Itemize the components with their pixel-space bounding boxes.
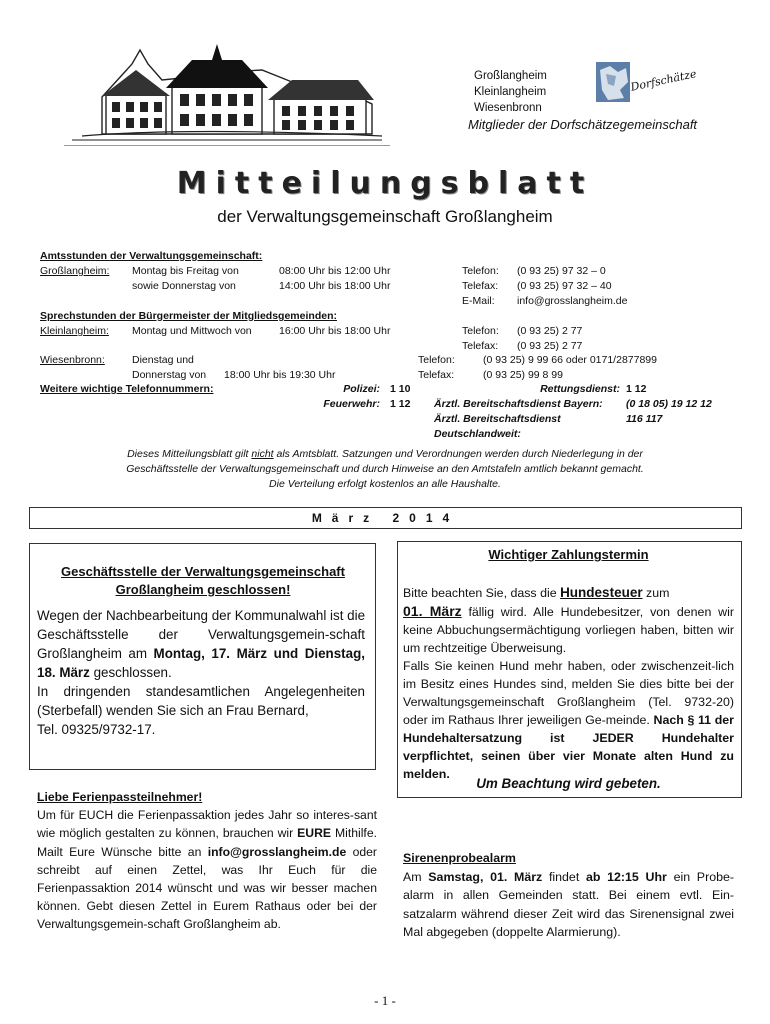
closed-phone: Tel. 09325/9732-17. — [37, 722, 156, 737]
siren-text: ein Probe-alarm in allen Gemeinden statt. Bei einem evtl. Ein-satzalarm während dieser Zeit wird das Sirenensignal zwei Mal abgegeben (doppelte Alarmierung). — [403, 869, 735, 939]
closed-dates: Montag, 17. März und Dienstag, 18. März — [37, 646, 365, 680]
doctor-germany-label-2: Deutschlandweit: — [434, 428, 521, 440]
office-time-1: 08:00 Uhr bis 12:00 Uhr — [279, 265, 391, 277]
ferienpass-section — [37, 788, 377, 934]
kleinlangheim-place: Kleinlangheim: — [40, 325, 109, 337]
notice-emphasis: nicht — [251, 448, 274, 460]
doctor-bavaria-number: (0 18 05) 19 12 12 — [626, 398, 712, 410]
rescue-label: Rettungsdienst: — [540, 383, 620, 395]
office-closed-title-line: Großlangheim geschlossen! — [115, 582, 291, 597]
phone-value: (0 93 25) 97 32 – 0 — [517, 265, 606, 277]
payment-text-part: Falls Sie keinen Hund mehr haben, oder zwischenzeit-lich im Besitz eines Hundes sind, melden Sie dies bitte bei der Verwaltungsgemeinschaft Großlangheim (Tel. 9732-20) oder im Rathaus Ihrer jeweiligen Ge-meinde. — [403, 659, 734, 727]
office-closed-title-line: Geschäftsstelle der Verwaltungsgemeinschaft — [61, 564, 345, 579]
dog-tax: Hundesteuer — [560, 585, 643, 600]
fax-label: Telefax: — [462, 280, 499, 292]
siren-heading: Sirenenprobealarm — [403, 851, 516, 865]
office-closed-text — [37, 606, 365, 739]
payment-text — [403, 584, 734, 783]
due-date: 01. März — [403, 603, 462, 619]
header-divider — [64, 145, 390, 146]
siren-time: ab 12:15 Uhr — [585, 869, 667, 884]
page-number: - 1 - — [374, 993, 396, 1008]
email-label: E-Mail: — [462, 295, 495, 307]
police-label: Polizei: — [343, 383, 380, 395]
police-number: 1 10 — [390, 383, 411, 395]
siren-text: Am — [403, 869, 429, 884]
rescue-number: 1 12 — [626, 383, 647, 395]
wiesenbronn-fax: (0 93 25) 99 8 99 — [483, 369, 563, 381]
village-illustration — [62, 42, 392, 144]
kleinlangheim-phone: (0 93 25) 2 77 — [517, 325, 583, 337]
wiesenbronn-fax-label: Telefax: — [418, 369, 455, 381]
office-place: Großlangheim: — [40, 265, 110, 277]
mayor-hours-heading: Sprechstunden der Bürgermeister der Mitgliedsgemeinden: — [40, 310, 337, 322]
wiesenbronn-phone: (0 93 25) 9 99 66 oder 0171/2877899 — [483, 354, 657, 366]
payment-text-part: Bitte beachten Sie, dass die — [403, 586, 561, 600]
payment-obligation: Nach § 11 der Hundehaltersatzung ist JEDER Hundehalter verpflichtet, seinen über vier Monate alten Hund zu melden. — [403, 713, 734, 781]
ferienpass-text: oder schreibt auf einen Zettel, was Ihr Euch für die Ferienpassaktion 2014 wünscht und was wir besser machen können. Gebt diesen Zettel in Eurem Rathaus oder bei der Verwaltungsgemein-schaft Großlangheim ab. — [37, 844, 377, 932]
header-town-list — [474, 68, 547, 116]
payment-text-part: zum — [642, 586, 670, 600]
office-days-1: Montag bis Freitag von — [132, 265, 239, 277]
office-hours-heading: Amtsstunden der Verwaltungsgemeinschaft: — [40, 250, 263, 262]
ferienpass-email[interactable]: info@grosslangheim.de — [207, 844, 347, 859]
town-name: Wiesenbronn — [474, 102, 542, 114]
payment-text-part: fällig wird. Alle Hundebesitzer, von denen wir keine Abbuchungsermächtigung vorliegen haben, bitten wir um rechtzeitige Überweisung. — [403, 605, 734, 655]
doctor-germany-label: Ärztl. Bereitschaftsdienst — [434, 413, 561, 425]
wiesenbronn-time: 18:00 Uhr bis 19:30 Uhr — [224, 369, 336, 381]
fire-label: Feuerwehr: — [323, 398, 380, 410]
logo-text: Dorfschätze — [629, 67, 698, 94]
page-title: Mitteilungsblatt — [176, 166, 594, 201]
office-closed-title — [40, 563, 366, 599]
kleinlangheim-days: Montag und Mittwoch von — [132, 325, 252, 337]
disclaimer-notice — [80, 447, 690, 492]
closed-contact: In dringenden standesamtlichen Angelegenheiten (Sterbefall) wenden Sie sich an Frau Bernard, — [37, 684, 365, 718]
payment-footer: Um Beachtung wird gebeten. — [476, 776, 661, 791]
notice-text: als Amtsblatt. Satzungen und Verordnungen werden durch Niederlegung in der — [273, 448, 643, 460]
ferienpass-heading: Liebe Ferienpassteilnehmer! — [37, 790, 203, 804]
fire-number: 1 12 — [390, 398, 411, 410]
kleinlangheim-fax-label: Telefax: — [462, 340, 499, 352]
office-time-2: 14:00 Uhr bis 18:00 Uhr — [279, 280, 391, 292]
page-subtitle: der Verwaltungsgemeinschaft Großlangheim — [217, 207, 553, 226]
fax-value: (0 93 25) 97 32 – 40 — [517, 280, 612, 292]
town-name: Kleinlangheim — [474, 86, 547, 98]
doctor-germany-number: 116 117 — [626, 413, 663, 425]
membership-line: Mitglieder der Dorfschätzegemeinschaft — [468, 117, 698, 132]
emergency-heading: Weitere wichtige Telefonnummern: — [40, 383, 214, 395]
kleinlangheim-phone-label: Telefon: — [462, 325, 499, 337]
notice-text: Geschäftsstelle der Verwaltungsgemeinschaft und durch Hinweise an den Amtstafeln amtlich bekannt gemacht. — [126, 463, 644, 475]
ferienpass-text: Um für EUCH die Ferienpassaktion jedes Jahr so interes-sant wie möglich gestalten zu können, brauchen wir — [37, 808, 377, 841]
notice-text: Dieses Mitteilungsblatt gilt — [127, 448, 252, 460]
closed-text: geschlossen. — [89, 665, 172, 680]
payment-title: Wichtiger Zahlungstermin — [488, 547, 649, 562]
issue-date-bar: März 2014 — [29, 507, 742, 529]
notice-text: Die Verteilung erfolgt kostenlos an alle Haushalte. — [269, 478, 501, 490]
doctor-bavaria-label: Ärztl. Bereitschaftsdienst Bayern: — [434, 398, 603, 410]
closed-text: Wegen der Nachbearbeitung der Kommunalwahl ist die Geschäftsstelle der Verwaltungsgemein-schaft Großlangheim am — [37, 608, 366, 661]
office-days-2: sowie Donnerstag von — [132, 280, 236, 292]
dorfschaetze-logo — [596, 60, 698, 106]
ferienpass-emphasis: EURE — [297, 826, 332, 841]
wiesenbronn-phone-label: Telefon: — [418, 354, 455, 366]
phone-label: Telefon: — [462, 265, 499, 277]
siren-test-section — [403, 849, 734, 942]
siren-date: Samstag, 01. März — [428, 869, 543, 884]
siren-text: findet — [542, 869, 586, 884]
wiesenbronn-place: Wiesenbronn: — [40, 354, 105, 366]
kleinlangheim-time: 16:00 Uhr bis 18:00 Uhr — [279, 325, 391, 337]
wiesenbronn-days-2: Donnerstag von — [132, 369, 207, 381]
kleinlangheim-fax: (0 93 25) 2 77 — [517, 340, 583, 352]
wiesenbronn-days-1: Dienstag und — [132, 354, 194, 366]
email-link[interactable]: info@grosslangheim.de — [517, 295, 628, 307]
town-name: Großlangheim — [474, 70, 547, 82]
ferienpass-text: Mithilfe. Mailt Eure Wünsche bitte an — [37, 826, 377, 859]
